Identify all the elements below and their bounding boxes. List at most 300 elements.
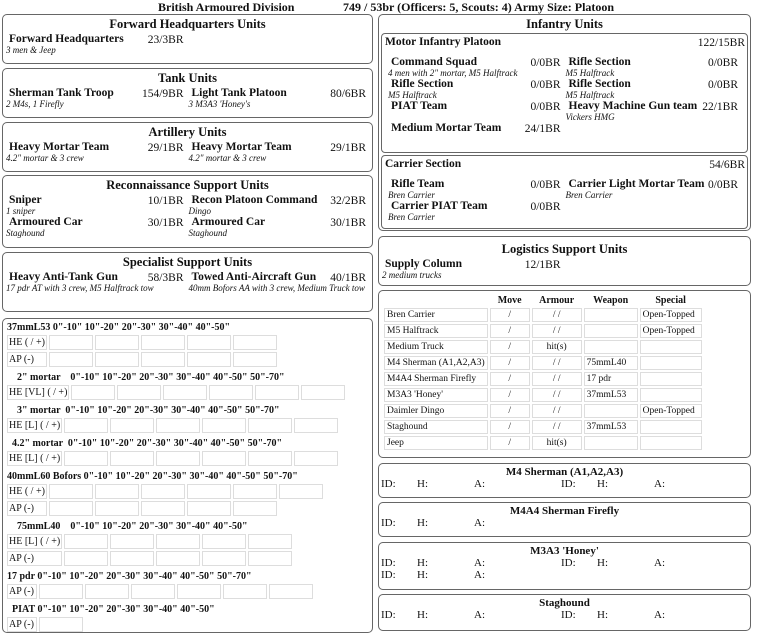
range-cell-input[interactable]	[209, 385, 253, 400]
unit-section	[2, 252, 373, 312]
vehicle-cell[interactable]	[640, 372, 702, 386]
unit-points: 0/0BR	[530, 179, 561, 191]
unit-entry[interactable]	[388, 56, 563, 78]
armour-label: A:	[654, 609, 665, 621]
section-title: Forward Headquarters Units	[109, 17, 266, 31]
weapon-table	[5, 582, 315, 601]
vehicle-cell[interactable]: /	[490, 340, 530, 354]
ammo-row	[7, 352, 277, 367]
section-title: Reconnaissance Support Units	[106, 178, 269, 192]
ammo-label: HE [L] ( / +)	[9, 453, 61, 464]
weapon-name: 2" mortar	[7, 372, 68, 383]
platoon-name: Motor Infantry Platoon	[385, 36, 502, 48]
vehicle-cell: M4A4 Sherman Firefly	[384, 372, 488, 386]
range-cell-input[interactable]	[131, 584, 175, 599]
ammo-label: HE [L] ( / +)	[9, 536, 61, 547]
unit-entry[interactable]	[6, 33, 186, 55]
id-row	[379, 557, 750, 569]
id-label: ID:	[381, 609, 396, 621]
unit-entry[interactable]	[188, 194, 369, 216]
army-summary: 749 / 53br (Officers: 5, Scouts: 4) Army Size: Platoon	[343, 0, 615, 14]
range-cell-input[interactable]	[141, 484, 185, 499]
vehicle-cell[interactable]	[640, 420, 702, 434]
vehicle-cell[interactable]: 75mmL40	[584, 356, 638, 370]
vehicle-cell[interactable]: Open-Topped	[640, 404, 702, 418]
column-header: Special	[655, 295, 686, 306]
range-label: 40"-50"	[195, 322, 231, 333]
range-cell-input[interactable]	[223, 584, 267, 599]
range-cell-input[interactable]	[233, 335, 277, 350]
vehicle-cell[interactable]: /	[490, 388, 530, 402]
range-label: 20"-30"	[139, 521, 174, 532]
unit-points: 0/0BR	[707, 79, 738, 91]
weapon-table	[5, 482, 325, 518]
range-cell-input[interactable]	[202, 418, 246, 433]
range-cell-input[interactable]	[64, 551, 108, 566]
weapon-header	[3, 435, 372, 449]
unit-entry[interactable]	[188, 271, 369, 293]
range-label: 30"-40"	[176, 521, 211, 532]
unit-description: 4.2" mortar & 3 crew	[6, 153, 84, 163]
vehicle-card	[378, 542, 751, 590]
range-cell-input[interactable]	[248, 534, 292, 549]
range-label: 30"-40"	[143, 571, 178, 582]
range-label: 30"-40"	[171, 405, 206, 416]
unit-points: 0/0BR	[530, 79, 561, 91]
unit-name: PIAT Team	[391, 100, 448, 112]
unit-points: 58/3BR	[147, 272, 184, 284]
range-label: 0"-10"	[67, 438, 98, 449]
unit-name: Heavy Anti-Tank Gun	[9, 271, 118, 283]
weapon-table	[5, 333, 279, 369]
spacer	[385, 48, 744, 56]
vehicle-cell[interactable]: / /	[532, 324, 582, 338]
vehicle-cell: M3A3 'Honey'	[384, 388, 488, 402]
unit-points: 0/0BR	[530, 201, 561, 213]
unit-section	[2, 122, 373, 172]
platoon-box	[381, 33, 748, 153]
range-cell-input[interactable]	[269, 584, 313, 599]
column-header: Move	[497, 295, 522, 306]
ammo-row	[7, 484, 323, 499]
weapon-name: 75mmL40	[7, 521, 68, 532]
vehicle-row	[384, 420, 702, 434]
platoon-points: 54/6BR	[709, 159, 745, 171]
vehicle-table	[382, 293, 704, 452]
range-label: 40"-50"	[180, 604, 215, 615]
range-cell-input[interactable]	[110, 418, 154, 433]
column-header	[384, 295, 488, 306]
unit-description: 4.2" mortar & 3 crew	[188, 153, 267, 163]
range-label: 20"-30"	[121, 322, 157, 333]
vehicle-cell[interactable]	[584, 308, 638, 322]
unit-points: 32/2BR	[330, 195, 366, 207]
vehicle-cell[interactable]: /	[490, 372, 530, 386]
vehicle-cell[interactable]	[640, 388, 702, 402]
weapon-name: 40mmL60 Bofors	[7, 471, 82, 482]
vehicle-cell[interactable]: / /	[532, 372, 582, 386]
range-label: 30"-40"	[158, 322, 194, 333]
vehicle-cell: Daimler Dingo	[384, 404, 488, 418]
ammo-row	[7, 451, 338, 466]
unit-entry[interactable]	[6, 87, 186, 109]
range-label: 40"-50"	[213, 372, 248, 383]
ammo-label: HE [L] ( / +)	[9, 420, 61, 431]
range-cell-input[interactable]	[279, 484, 323, 499]
unit-points: 0/0BR	[707, 179, 738, 191]
infantry-units-panel	[378, 14, 751, 231]
ammo-label: AP (-)	[7, 584, 37, 599]
card-title: Staghound	[539, 597, 590, 609]
range-cell-input[interactable]	[202, 451, 246, 466]
vehicle-row	[384, 340, 702, 354]
vehicle-cell[interactable]	[584, 436, 638, 450]
weapon-header	[3, 319, 372, 333]
range-label: 40"-50"	[226, 471, 261, 482]
range-cell-input[interactable]	[233, 484, 277, 499]
unit-points: 30/1BR	[147, 217, 184, 229]
weapon-table	[5, 383, 347, 402]
ammo-label: HE [VL] ( / +)	[9, 387, 68, 398]
unit-entry[interactable]	[6, 271, 186, 293]
range-cell-input[interactable]	[233, 501, 277, 516]
range-cell-input[interactable]	[71, 385, 115, 400]
ammo-row	[7, 534, 292, 549]
range-label: 50"-70"	[250, 372, 285, 383]
armour-label: A:	[654, 557, 665, 569]
range-label: 50"-70"	[247, 438, 283, 449]
unit-description: 3 M3A3 'Honey's	[188, 99, 251, 109]
vehicle-cell[interactable]: /	[490, 308, 530, 322]
unit-entry[interactable]	[382, 258, 563, 280]
army-title: British Armoured Division	[158, 0, 295, 14]
vehicle-header-row	[384, 295, 702, 306]
unit-entry[interactable]	[188, 141, 369, 163]
vehicle-cell: Medium Truck	[384, 340, 488, 354]
id-group[interactable]	[381, 609, 561, 621]
weapon-header	[3, 468, 372, 482]
id-row	[379, 609, 750, 621]
range-cell-input[interactable]	[110, 534, 154, 549]
range-label: 10"-20"	[102, 372, 137, 383]
vehicles-panel	[378, 290, 751, 458]
vehicle-cell[interactable]: /	[490, 404, 530, 418]
weapon-table	[5, 532, 294, 568]
range-label: 50"-70"	[245, 405, 280, 416]
range-cell-input[interactable]	[156, 451, 200, 466]
range-cell-input[interactable]	[301, 385, 345, 400]
unit-name: Supply Column	[385, 258, 463, 270]
ammo-row	[7, 418, 338, 433]
vehicle-row	[384, 356, 702, 370]
unit-description: 1 sniper	[6, 206, 36, 216]
unit-description: M5 Halftrack	[565, 68, 615, 78]
range-cell-input[interactable]	[95, 352, 139, 367]
range-cell-input[interactable]	[177, 584, 221, 599]
unit-entry[interactable]	[565, 56, 741, 78]
unit-name: Heavy Mortar Team	[9, 141, 110, 153]
vehicle-row	[384, 324, 702, 338]
unit-points: 24/1BR	[524, 123, 561, 135]
vehicle-cell: Staghound	[384, 420, 488, 434]
vehicle-cell[interactable]: / /	[532, 404, 582, 418]
range-cell-input[interactable]	[141, 352, 185, 367]
id-row	[379, 569, 750, 581]
range-cell-input[interactable]	[95, 335, 139, 350]
unit-points: 29/1BR	[330, 142, 366, 154]
weapon-table	[5, 449, 340, 468]
range-cell-input[interactable]	[248, 451, 292, 466]
id-label: ID:	[381, 557, 396, 569]
range-label: 0"-10"	[83, 471, 114, 482]
id-group[interactable]	[381, 478, 561, 490]
range-cell-input[interactable]	[110, 551, 154, 566]
ammo-label: HE ( / +)	[9, 337, 45, 348]
range-cell-input[interactable]	[248, 418, 292, 433]
vehicle-cell: M4 Sherman (A1,A2,A3)	[384, 356, 488, 370]
range-cell-input[interactable]	[49, 501, 93, 516]
range-cell-input[interactable]	[49, 335, 93, 350]
platoon-points: 122/15BR	[697, 37, 745, 49]
unit-entry[interactable]	[391, 100, 563, 122]
unit-grid	[3, 87, 372, 109]
unit-points: 80/6BR	[330, 88, 366, 100]
weapon-table	[5, 416, 340, 435]
armour-label: A:	[474, 478, 485, 490]
unit-entry[interactable]	[388, 200, 563, 222]
range-label: 10"-20"	[69, 571, 104, 582]
platoon-box	[381, 155, 748, 229]
section-title: Tank Units	[158, 71, 217, 85]
range-cell-input[interactable]	[141, 335, 185, 350]
vehicle-cell[interactable]: hit(s)	[532, 340, 582, 354]
card-title: M4A4 Sherman Firefly	[509, 505, 620, 517]
range-cell-input[interactable]	[110, 451, 154, 466]
spacer	[385, 170, 744, 178]
vehicle-cell[interactable]	[584, 340, 638, 354]
range-cell-input[interactable]	[187, 501, 231, 516]
unit-description: 3 men & Jeep	[6, 45, 56, 55]
range-cell-input[interactable]	[117, 385, 161, 400]
vehicle-cell[interactable]: / /	[532, 308, 582, 322]
unit-name: Rifle Section	[391, 78, 454, 90]
unit-section	[2, 175, 373, 248]
vehicle-row	[384, 308, 702, 322]
range-cell-input[interactable]	[248, 551, 292, 566]
unit-description: Staghound	[6, 228, 45, 238]
ammo-row	[7, 335, 277, 350]
range-cell-input[interactable]	[64, 451, 108, 466]
unit-points: 30/1BR	[330, 217, 366, 229]
range-label: 10"-20"	[69, 604, 104, 615]
id-label: ID:	[561, 478, 576, 490]
id-row	[379, 478, 750, 490]
unit-points: 12/1BR	[524, 259, 561, 271]
range-label: 40"-50"	[208, 405, 243, 416]
weapon-header	[3, 601, 372, 615]
range-cell-input[interactable]	[187, 335, 231, 350]
id-group[interactable]	[381, 517, 561, 529]
vehicle-cell: Bren Carrier	[384, 308, 488, 322]
id-group[interactable]	[381, 557, 561, 569]
range-label: 10"-20"	[115, 471, 151, 482]
range-label: 10"-20"	[84, 322, 120, 333]
vehicle-row	[384, 436, 702, 450]
range-label: 0"-10"	[70, 521, 100, 532]
vehicle-cell[interactable]: /	[490, 436, 530, 450]
range-cell-input[interactable]	[163, 385, 207, 400]
weapon-header	[3, 369, 372, 383]
vehicle-cell[interactable]: /	[490, 420, 530, 434]
hits-label: H:	[417, 557, 428, 569]
unit-description: M5 Halftrack	[565, 90, 615, 100]
vehicle-cell[interactable]: /	[490, 356, 530, 370]
unit-points: 29/1BR	[147, 142, 184, 154]
unit-description: M5 Halftrack	[388, 90, 437, 100]
ammo-row	[7, 584, 313, 599]
section-title: Specialist Support Units	[122, 255, 253, 269]
unit-points: 0/0BR	[707, 57, 738, 69]
unit-entry[interactable]	[6, 216, 186, 238]
range-cell-input[interactable]	[202, 551, 246, 566]
hits-label: H:	[597, 557, 608, 569]
unit-entry[interactable]	[6, 141, 186, 163]
id-group[interactable]	[381, 569, 561, 581]
unit-name: Recon Platoon Command	[191, 194, 318, 206]
unit-entry[interactable]	[6, 194, 186, 216]
weapon-name: 17 pdr	[7, 571, 35, 582]
vehicle-row	[384, 388, 702, 402]
unit-entry[interactable]	[388, 78, 563, 100]
unit-entry[interactable]	[565, 78, 741, 100]
weapon-name: 4.2" mortar	[7, 438, 66, 449]
range-label: 30"-40"	[176, 372, 211, 383]
hits-label: H:	[417, 569, 428, 581]
range-cell-input[interactable]	[64, 418, 108, 433]
hits-label: H:	[597, 478, 608, 490]
vehicle-cell[interactable]: 37mmL53	[584, 420, 638, 434]
vehicle-cell[interactable]: 17 pdr	[584, 372, 638, 386]
id-group[interactable]	[561, 557, 741, 569]
logistics-units-panel	[378, 236, 751, 286]
range-cell-input[interactable]	[156, 534, 200, 549]
unit-section	[2, 14, 373, 64]
id-group[interactable]	[561, 609, 741, 621]
range-label: 0"-10"	[65, 405, 95, 416]
unit-grid	[385, 56, 744, 144]
card-title: M4 Sherman (A1,A2,A3)	[505, 466, 624, 478]
unit-points: 22/1BR	[702, 101, 738, 113]
unit-section	[2, 68, 373, 118]
column-header: Armour	[539, 295, 575, 306]
id-row	[379, 517, 750, 529]
hits-label: H:	[417, 609, 428, 621]
range-cell-input[interactable]	[39, 617, 83, 632]
vehicle-cell[interactable]	[640, 436, 702, 450]
unit-grid	[379, 258, 750, 280]
vehicle-cell[interactable]: hit(s)	[532, 436, 582, 450]
range-cell-input[interactable]	[95, 484, 139, 499]
unit-entry[interactable]	[565, 178, 741, 200]
vehicle-cell[interactable]	[640, 340, 702, 354]
id-group[interactable]	[561, 478, 741, 490]
vehicle-cell[interactable]	[640, 356, 702, 370]
vehicle-cell[interactable]: / /	[532, 388, 582, 402]
id-label: ID:	[381, 517, 396, 529]
range-label: 20"-30"	[106, 604, 141, 615]
vehicle-cell[interactable]: /	[490, 324, 530, 338]
unit-entry[interactable]	[188, 216, 369, 238]
range-cell-input[interactable]	[95, 501, 139, 516]
unit-name: Forward Headquarters	[9, 33, 124, 45]
unit-grid	[3, 141, 372, 163]
range-label: 30"-40"	[143, 604, 178, 615]
vehicle-cell[interactable]: Open-Topped	[640, 324, 702, 338]
unit-entry[interactable]	[188, 87, 369, 109]
range-cell-input[interactable]	[202, 534, 246, 549]
ammo-label: AP (-)	[7, 352, 47, 367]
range-cell-input[interactable]	[294, 451, 338, 466]
unit-entry[interactable]	[565, 100, 741, 122]
range-label: 40"-50"	[213, 521, 248, 532]
unit-name: Rifle Section	[568, 78, 631, 90]
range-cell-input[interactable]	[156, 418, 200, 433]
hits-label: H:	[417, 478, 428, 490]
range-cell-input[interactable]	[49, 484, 93, 499]
vehicle-cell[interactable]: / /	[532, 356, 582, 370]
range-cell-input[interactable]	[49, 352, 93, 367]
range-label: 20"-30"	[136, 438, 172, 449]
range-label: 0"-10"	[70, 372, 100, 383]
range-cell-input[interactable]	[141, 501, 185, 516]
range-label: 30"-40"	[173, 438, 209, 449]
range-label: 40"-50"	[180, 571, 215, 582]
unit-description: Bren Carrier	[388, 190, 435, 200]
unit-name: Sherman Tank Troop	[9, 87, 114, 99]
ammo-label: AP (-)	[7, 617, 37, 632]
range-cell-input[interactable]	[255, 385, 299, 400]
range-cell-input[interactable]	[64, 534, 108, 549]
unit-name: Command Squad	[391, 56, 477, 68]
range-cell-input[interactable]	[85, 584, 129, 599]
vehicle-cell[interactable]: Open-Topped	[640, 308, 702, 322]
range-cell-input[interactable]	[233, 352, 277, 367]
range-cell-input[interactable]	[187, 352, 231, 367]
unit-name: Medium Mortar Team	[391, 122, 502, 134]
range-label: 0"-10"	[37, 571, 67, 582]
id-label: ID:	[381, 478, 396, 490]
vehicle-cell[interactable]	[584, 404, 638, 418]
range-cell-input[interactable]	[156, 551, 200, 566]
weapon-header	[3, 568, 372, 582]
ammo-row	[7, 501, 323, 516]
vehicle-cell[interactable]: / /	[532, 420, 582, 434]
unit-grid	[3, 33, 372, 55]
range-label: 20"-30"	[139, 372, 174, 383]
range-cell-input[interactable]	[294, 418, 338, 433]
unit-entry[interactable]	[391, 122, 563, 144]
vehicle-cell[interactable]: 37mmL53	[584, 388, 638, 402]
unit-name: Rifle Section	[568, 56, 631, 68]
unit-entry[interactable]	[388, 178, 563, 200]
vehicle-cell[interactable]	[584, 324, 638, 338]
range-label: 10"-20"	[99, 438, 135, 449]
range-cell-input[interactable]	[187, 484, 231, 499]
unit-name: Carrier PIAT Team	[391, 200, 488, 212]
card-title: M3A3 'Honey'	[530, 545, 599, 557]
armour-label: A:	[654, 478, 665, 490]
range-cell-input[interactable]	[39, 584, 83, 599]
